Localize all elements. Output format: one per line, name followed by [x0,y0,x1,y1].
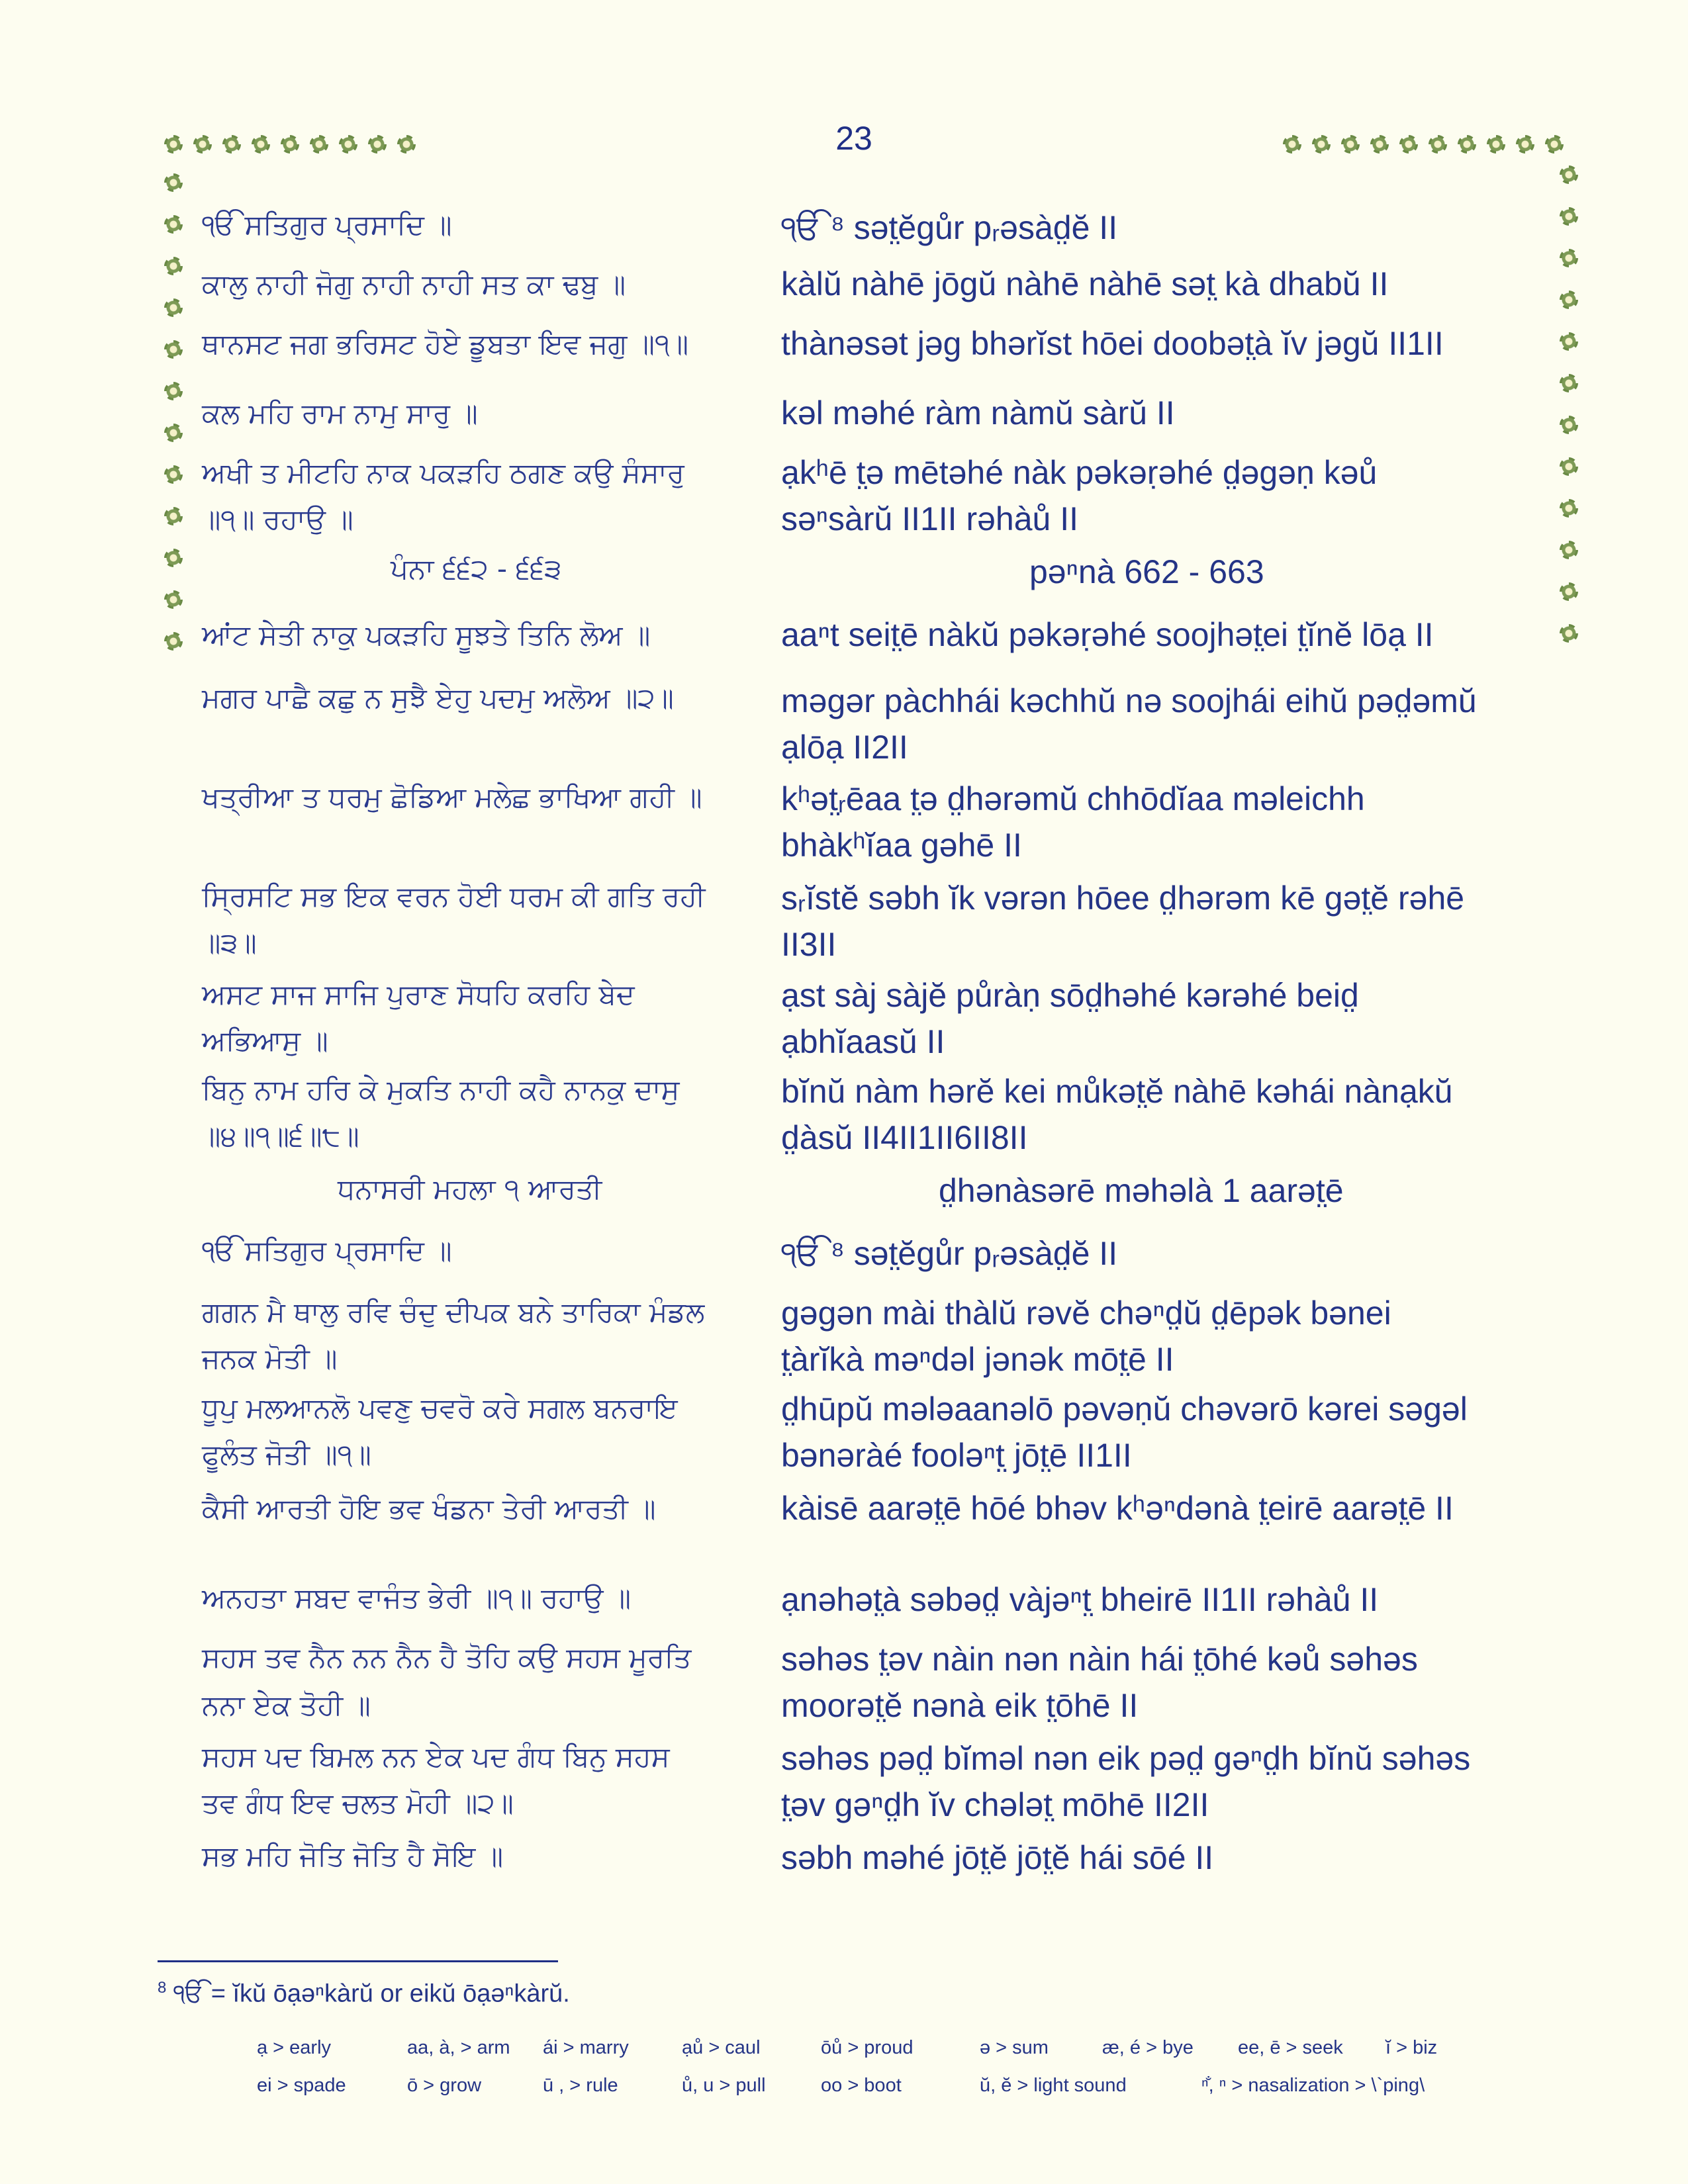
gurmukhi-line: ॥੩॥ [202,927,257,959]
flower-ornament-icon [1370,135,1389,154]
gurmukhi-line: ੴ ਸਤਿਗੁਰ ਪ੍ਰਸਾਦਿ ॥ [202,1234,452,1267]
flower-ornament-icon [1560,457,1578,476]
transliteration-line: ạbhĭaasŭ II [781,1023,945,1060]
flower-ornament-icon [281,135,299,154]
gurmukhi-line: ਜਨਕ ਮੋਤੀ ॥ [202,1342,338,1375]
transliteration-line: t̤àrĭkà məⁿdəl jənək mōt̤ē II [781,1341,1174,1378]
flower-ornament-icon [1399,135,1418,154]
key-item: ạů > caul [682,2037,761,2058]
flower-ornament-icon [339,135,357,154]
transliteration-line: ੴ ⁸ sət̤ĕgůr pᵣəsàd̤ĕ II [781,209,1118,246]
key-item: æ, é > bye [1102,2037,1194,2058]
flower-ornament-icon [164,298,183,317]
transliteration-line: thànəsət jəg bhərĭst hōei doobət̤à ĭv jəgŭ II1II [781,325,1444,362]
flower-ornament-icon [1545,135,1564,154]
gurmukhi-line: ਸਭ ਮਹਿ ਜੋਤਿ ਜੋਤਿ ਹੈ ਸੋਇ ॥ [202,1840,503,1872]
flower-ornament-icon [193,135,212,154]
transliteration-line: səhəs pəd̤ bĭməl nən eik pəd̤ gəⁿd̤h bĭnŭ səhəs [781,1740,1471,1777]
key-item: ů, u > pull [682,2075,766,2096]
gurmukhi-line: ਕਾਲੁ ਨਾਹੀ ਜੋਗੁ ਨਾਹੀ ਨਾਹੀ ਸਤ ਕਾ ਢਬੁ ॥ [202,268,626,300]
gurmukhi-line: ਅਭਿਆਸੁ ॥ [202,1024,328,1057]
transliteration-line: moorət̤ĕ nənà eik t̤ōhē II [781,1687,1139,1724]
key-item: ee, ē > seek [1238,2037,1343,2058]
flower-ornament-icon [1560,541,1578,559]
gurmukhi-line: ॥੪॥੧॥੬॥੮॥ [202,1120,359,1152]
gurmukhi-line: ਤਵ ਗੰਧ ਇਵ ਚਲਤ ਮੋਹੀ ॥੨॥ [202,1787,514,1819]
transliteration-line: ạlōạ II2II [781,729,908,766]
flower-ornament-icon [1429,135,1447,154]
flower-ornament-icon [1458,135,1476,154]
gurmukhi-line: ਆਂਟ ਸੇਤੀ ਨਾਕੁ ਪਕੜਹਿ ਸੂਝਤੇ ਤਿਨਿ ਲੋਅ ॥ [202,619,651,651]
transliteration-line: ạnəhət̤à səbəd̤ vàjəⁿt̤ bheirē II1II rəhàů II [781,1581,1379,1618]
transliteration-line: ੴ ⁸ sət̤ĕgůr pᵣəsàd̤ĕ II [781,1235,1118,1272]
transliteration-line: bənəràé fooləⁿt̤ jōt̤ē II1II [781,1437,1132,1474]
transliteration-line: ạst sàj sàjĕ půràṇ sōd̤həhé kərəhé beid̤ [781,977,1359,1014]
section-heading-gurmukhi: ਧਨਾਸਰੀ ਮਹਲਾ ੧ ਆਰਤੀ [338,1173,602,1205]
footnote-divider [158,1960,558,1962]
transliteration-line: bĭnŭ nàm hərĕ kei můkət̤ĕ nàhē kəhái nànạkŭ [781,1073,1453,1110]
page-range-heading-gurmukhi: ਪੰਨਾ ੬੬੨ - ੬੬੩ [391,553,562,585]
transliteration-line: kʰət̤ᵣēaa t̤ə d̤hərəmŭ chhōdĭaa məleichh [781,780,1365,817]
key-item: ō > grow [407,2075,482,2096]
gurmukhi-line: ਮਗਰ ਪਾਛੈ ਕਛੁ ਨ ਸੁਝੈ ਏਹੁ ਪਦਮੁ ਅਲੋਅ ॥੨॥ [202,682,674,714]
key-item: ū , > rule [543,2075,618,2096]
flower-ornament-icon [252,135,270,154]
flower-ornament-icon [1560,207,1578,226]
transliteration-line: bhàkʰĭaa gəhē II [781,827,1022,864]
transliteration-line: kàlŭ nàhē jōgŭ nàhē nàhē sət̤ kà dhabŭ II [781,265,1389,302]
gurmukhi-line: ਧੂਪੁ ਮਲਆਨਲੋ ਪਵਣੁ ਚਵਰੋ ਕਰੇ ਸਗਲ ਬਨਰਾਇ [202,1392,678,1424]
gurmukhi-line: ਗਗਨ ਮੈ ਥਾਲੁ ਰਵਿ ਚੰਦੁ ਦੀਪਕ ਬਨੇ ਤਾਰਿਕਾ ਮੰਡਲ [202,1296,705,1328]
gurmukhi-line: ਕਲ ਮਹਿ ਰਾਮ ਨਾਮੁ ਸਾਰੁ ॥ [202,397,478,430]
gurmukhi-line: ਬਿਨੁ ਨਾਮ ਹਰਿ ਕੇ ਮੁਕਤਿ ਨਾਹੀ ਕਹੈ ਨਾਨਕੁ ਦਾਸੁ [202,1073,680,1106]
transliteration-line: səhəs t̤əv nàin nən nàin hái t̤ōhé kəů səhəs [781,1641,1418,1678]
flower-ornament-icon [164,465,183,484]
footnote-marker: 8 [158,1979,167,1997]
gurmukhi-line: ਫੂਲੰਤ ਜੋਤੀ ॥੧॥ [202,1438,371,1471]
key-item: ĭ > biz [1385,2037,1438,2058]
flower-ornament-icon [1283,135,1301,154]
transliteration-line: gəgən mài thàlŭ rəvĕ chəⁿd̤ŭ d̤ēpək bənei [781,1295,1391,1332]
flower-ornament-icon [1560,165,1578,184]
gurmukhi-line: ਸਹਸ ਤਵ ਨੈਨ ਨਨ ਨੈਨ ਹੈ ਤੋਹਿ ਕਉ ਸਹਸ ਮੂਰਤਿ [202,1641,692,1674]
flower-ornament-icon [164,215,183,234]
key-item: ái > marry [543,2037,629,2058]
flower-ornament-icon [310,135,328,154]
flower-ornament-icon [164,549,183,567]
key-item: ạ > early [257,2037,332,2058]
gurmukhi-line: ਅਖੀ ਤ ਮੀਟਹਿ ਨਾਕ ਪਕੜਹਿ ਠਗਣ ਕਉ ਸੰਸਾਰੁ [202,457,684,489]
flower-ornament-icon [164,507,183,525]
transliteration-line: d̤àsŭ II4II1II6II8II [781,1119,1028,1156]
transliteration-line: kàisē aarət̤ē hōé bhəv kʰəⁿdənà t̤eirē aarət̤ē II [781,1490,1454,1527]
flower-ornament-icon [1560,249,1578,267]
transliteration-line: ạkʰē t̤ə mētəhé nàk pəkəṛəhé d̤əgəṇ kəů [781,454,1378,491]
flower-ornament-icon [368,135,387,154]
flower-ornament-icon [164,135,183,154]
gurmukhi-line: ਕੈਸੀ ਆਰਤੀ ਹੋਇ ਭਵ ਖੰਡਨਾ ਤੇਰੀ ਆਰਤੀ ॥ [202,1492,656,1525]
flower-ornament-icon [1560,582,1578,601]
flower-ornament-icon [164,632,183,651]
transliteration-line: səbh məhé jōt̤ĕ jōt̤ĕ hái sōé II [781,1839,1214,1876]
page-range-heading-transliteration: pəⁿnà 662 - 663 [1029,553,1264,590]
flower-ornament-icon [164,382,183,400]
footnote-text: ੴ = ĭkŭ ōạəⁿkàrŭ or eikŭ ōạəⁿkàrŭ. [173,1979,570,2008]
flower-ornament-icon [1487,135,1505,154]
flower-ornament-icon [1560,499,1578,518]
flower-ornament-icon [164,173,183,192]
flower-ornament-icon [1312,135,1331,154]
gurmukhi-line: ਸਹਸ ਪਦ ਬਿਮਲ ਨਨ ਏਕ ਪਦ ਗੰਧ ਬਿਨੁ ਸਹਸ [202,1741,670,1773]
section-heading-transliteration: d̤hənàsərē məhəlà 1 aarət̤ē [939,1172,1344,1209]
flower-ornament-icon [222,135,241,154]
flower-ornament-icon [1341,135,1360,154]
flower-ornament-icon [397,135,416,154]
gurmukhi-line: ਨਨਾ ਏਕ ਤੋਹੀ ॥ [202,1689,371,1721]
transliteration-line: kəl məhé ràm nàmŭ sàrŭ II [781,394,1175,432]
key-item: aa, à, > arm [407,2037,510,2058]
flower-ornament-icon [1516,135,1534,154]
gurmukhi-line: ੴ ਸਤਿਗੁਰ ਪ੍ਰਸਾਦਿ ॥ [202,208,452,241]
gurmukhi-line: ਅਨਹਤਾ ਸਬਦ ਵਾਜੰਤ ਭੇਰੀ ॥੧॥ ਰਹਾਉ ॥ [202,1582,632,1614]
key-item: ə > sum [980,2037,1049,2058]
transliteration-line: t̤əv gəⁿd̤h ĭv chələt̤ mōhē II2II [781,1786,1209,1823]
key-item: ŭ, ĕ > light sound [980,2075,1127,2096]
flower-ornament-icon [164,424,183,442]
transliteration-line: II3II [781,926,837,963]
flower-ornament-icon [1560,291,1578,309]
gurmukhi-line: ਖਤ੍ਰੀਆ ਤ ਧਰਮੁ ਛੋਡਿਆ ਮਲੇਛ ਭਾਖਿਆ ਗਹੀ ॥ [202,781,702,813]
transliteration-line: sᵣĭstĕ səbh ĭk vərən hōee d̤hərəm kē gət̤ĕ rəhē [781,880,1465,917]
key-item: ei > spade [257,2075,346,2096]
flower-ornament-icon [164,590,183,609]
key-item: ōů > proud [821,2037,914,2058]
key-item: oo > boot [821,2075,902,2096]
flower-ornament-icon [1560,374,1578,392]
gurmukhi-line: ਥਾਨਸਟ ਜਗ ਭਰਿਸਟ ਹੋਏ ਡੂਬਤਾ ਇਵ ਜਗੁ ॥੧॥ [202,328,689,360]
key-item: ⁿ̐, ⁿ > nasalization > \`ping\ [1201,2075,1425,2096]
transliteration-line: aaⁿt seit̤ē nàkŭ pəkəṛəhé soojhət̤ei t̤ĭnĕ lōạ II [781,616,1434,653]
flower-ornament-icon [164,340,183,359]
footnote [158,1979,570,2009]
page-number: 23 [835,120,872,157]
flower-ornament-icon [1560,416,1578,434]
gurmukhi-line: ਅਸਟ ਸਾਜ ਸਾਜਿ ਪੁਰਾਣ ਸੋਧਹਿ ਕਰਹਿ ਬੇਦ [202,978,635,1011]
transliteration-line: d̤hūpŭ mələaanəlō pəvəṇŭ chəvərō kərei səgəl [781,1390,1468,1428]
flower-ornament-icon [1560,332,1578,351]
flower-ornament-icon [1560,624,1578,643]
transliteration-line: məgər pàchhái kəchhŭ nə soojhái eihŭ pəd̤əmŭ [781,682,1477,719]
gurmukhi-line: ॥੧॥ ਰਹਾਉ ॥ [202,503,353,535]
flower-ornament-icon [164,257,183,275]
transliteration-line: səⁿsàrŭ II1II rəhàů II [781,500,1079,537]
gurmukhi-line: ਸ੍ਰਿਸਟਿ ਸਭ ਇਕ ਵਰਨ ਹੋਈ ਧਰਮ ਕੀ ਗਤਿ ਰਹੀ [202,880,706,913]
